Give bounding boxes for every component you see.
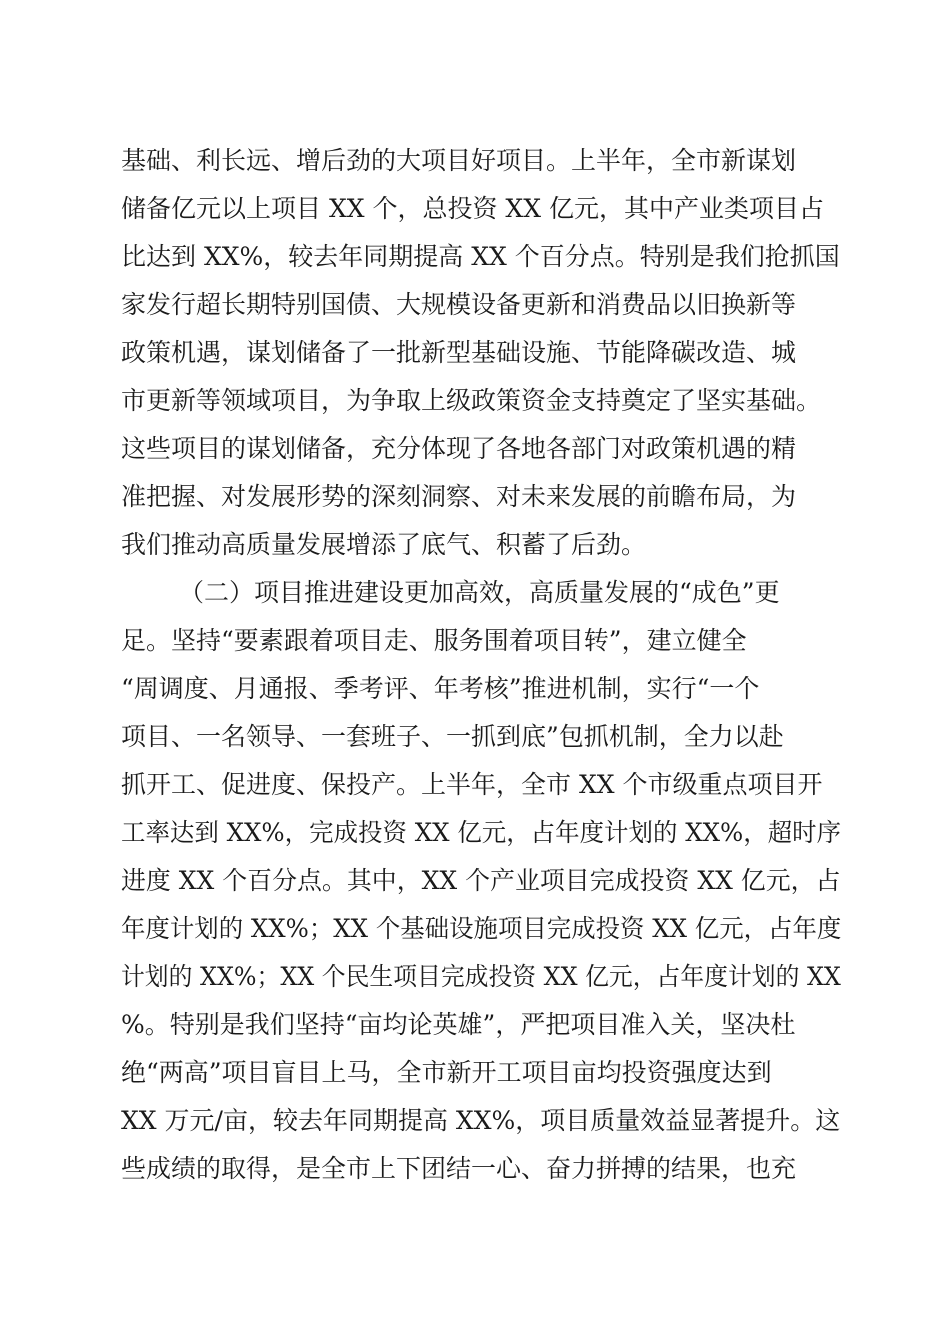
paragraph-line: 政策机遇，谋划储备了一批新型基础设施、节能降碳改造、城 bbox=[121, 338, 797, 367]
paragraph-line: 储备亿元以上项目 XX 个，总投资 XX 亿元，其中产业类项目占 bbox=[121, 194, 824, 223]
section-heading-line: （二）项目推进建设更加高效，高质量发展的“成色”更 bbox=[179, 578, 780, 607]
paragraph-line: 项目、一名领导、一套班子、一抓到底”包抓机制，全力以赴 bbox=[121, 722, 784, 751]
paragraph-line: 绝“两高”项目盲目上马，全市新开工项目亩均投资强度达到 bbox=[121, 1058, 772, 1087]
paragraph-line: 基础、利长远、增后劲的大项目好项目。上半年，全市新谋划 bbox=[121, 146, 797, 175]
paragraph-line: 我们推动高质量发展增添了底气、积蓄了后劲。 bbox=[121, 530, 647, 559]
paragraph-line: 市更新等领域项目，为争取上级政策资金支持奠定了坚实基础。 bbox=[121, 386, 822, 415]
paragraph-line: XX 万元/亩，较去年同期提高 XX%，项目质量效益显著提升。这 bbox=[121, 1106, 841, 1135]
paragraph-line: 年度计划的 XX%；XX 个基础设施项目完成投资 XX 亿元，占年度 bbox=[121, 914, 842, 943]
paragraph-line: %。特别是我们坚持“亩均论英雄”，严把项目准入关，坚决杜 bbox=[121, 1010, 796, 1039]
paragraph-line: 计划的 XX%；XX 个民生项目完成投资 XX 亿元，占年度计划的 XX bbox=[121, 962, 841, 991]
paragraph-line: 些成绩的取得，是全市上下团结一心、奋力拼搏的结果，也充 bbox=[121, 1154, 797, 1183]
paragraph-line: 进度 XX 个百分点。其中，XX 个产业项目完成投资 XX 亿元，占 bbox=[121, 866, 841, 895]
paragraph-line: “周调度、月通报、季考评、年考核”推进机制，实行“一个 bbox=[121, 674, 760, 703]
paragraph-line: 准把握、对发展形势的深刻洞察、对未来发展的前瞻布局，为 bbox=[121, 482, 797, 511]
paragraph-line: 家发行超长期特别国债、大规模设备更新和消费品以旧换新等 bbox=[121, 290, 797, 319]
paragraph-line: 抓开工、促进度、保投产。上半年，全市 XX 个市级重点项目开 bbox=[121, 770, 823, 799]
paragraph-line: 这些项目的谋划储备，充分体现了各地各部门对政策机遇的精 bbox=[121, 434, 797, 463]
paragraph-line: 足。坚持“要素跟着项目走、服务围着项目转”，建立健全 bbox=[121, 626, 747, 655]
paragraph-line: 比达到 XX%，较去年同期提高 XX 个百分点。特别是我们抢抓国 bbox=[121, 242, 840, 271]
paragraph-line: 工率达到 XX%，完成投资 XX 亿元，占年度计划的 XX%，超时序 bbox=[121, 818, 842, 847]
